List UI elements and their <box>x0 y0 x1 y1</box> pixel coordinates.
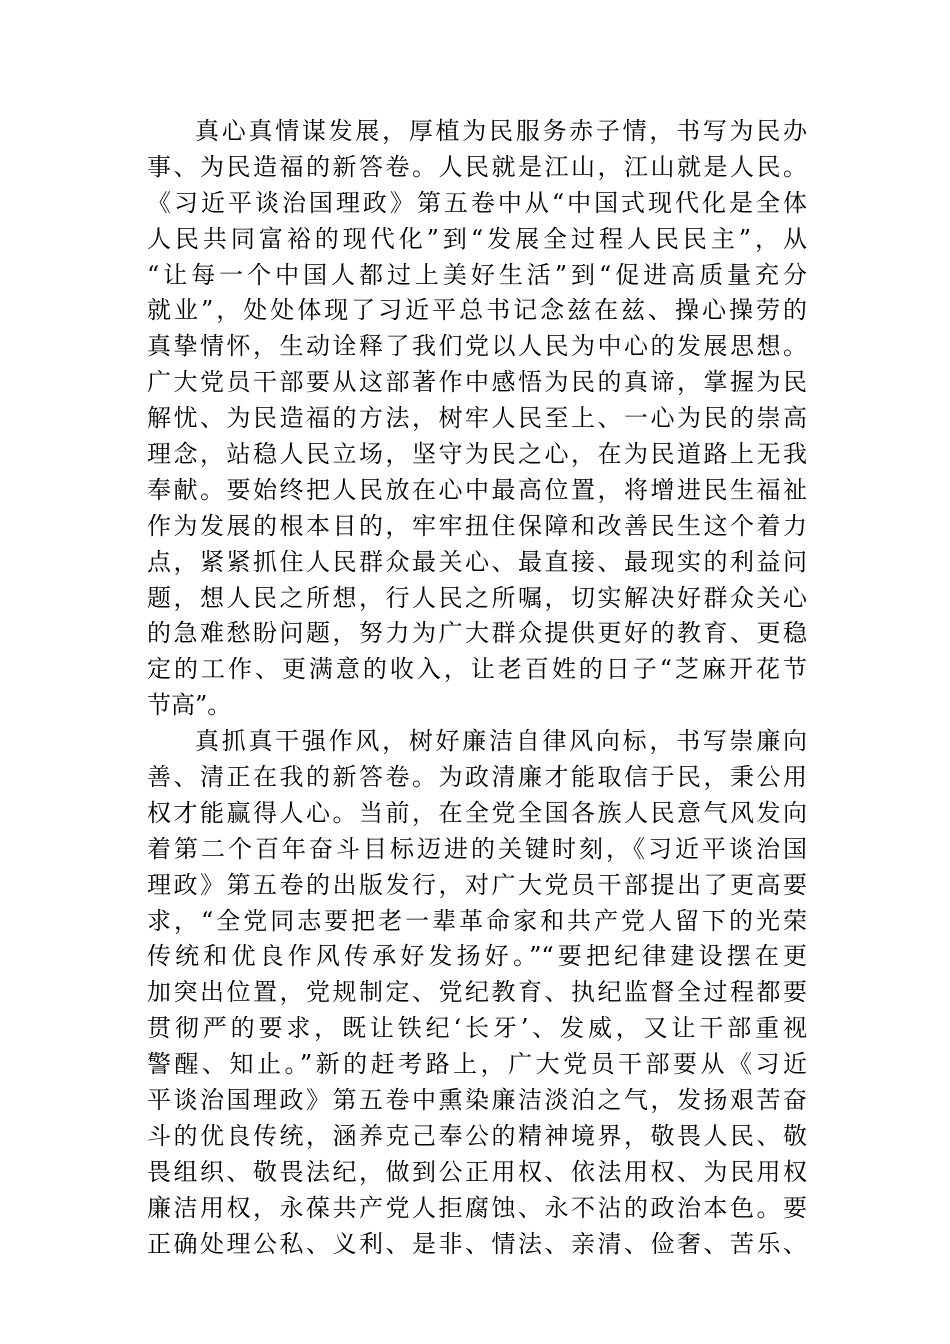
text-line: 理政》第五卷的出版发行，对广大党员干部提出了更高要 <box>147 870 807 899</box>
text-line: 善、清正在我的新答卷。为政清廉才能取信于民，秉公用 <box>147 763 807 792</box>
text-line: 求，“全党同志要把老一辈革命家和共产党人留下的光荣 <box>147 906 807 935</box>
text-line: 斗的优良传统，涵养克己奉公的精神境界，敬畏人民、敬 <box>147 1121 807 1150</box>
text-line: 传统和优良作风传承好发扬好。”“要把纪律建设摆在更 <box>147 942 807 971</box>
text-line: 就业”，处处体现了习近平总书记念兹在兹、操心操劳的 <box>147 296 807 325</box>
text-line: 广大党员干部要从这部著作中感悟为民的真谛，掌握为民 <box>147 368 807 397</box>
text-line: 平谈治国理政》第五卷中熏染廉洁淡泊之气，发扬艰苦奋 <box>147 1086 807 1115</box>
text-line: 人民共同富裕的现代化”到“发展全过程人民民主”，从 <box>147 224 807 253</box>
text-line: 贯彻严的要求，既让铁纪‘长牙’、发威，又让干部重视 <box>147 1014 807 1043</box>
text-line: 着第二个百年奋斗目标迈进的关键时刻，《习近平谈治国 <box>147 834 807 863</box>
text-line: 《习近平谈治国理政》第五卷中从“中国式现代化是全体 <box>147 188 807 217</box>
text-line: 事、为民造福的新答卷。人民就是江山，江山就是人民。 <box>147 152 807 181</box>
text-line: “让每一个中国人都过上美好生活”到“促进高质量充分 <box>147 260 807 289</box>
text-line: 真心真情谋发展，厚植为民服务赤子情，书写为民办 <box>195 117 807 145</box>
text-line: 理念，站稳人民立场，坚守为民之心，在为民道路上无我 <box>147 440 807 469</box>
text-line: 点，紧紧抓住人民群众最关心、最直接、最现实的利益问 <box>147 547 807 576</box>
paragraph <box>147 114 807 724</box>
text-line: 节高”。 <box>147 691 232 720</box>
text-line: 奉献。要始终把人民放在心中最高位置，将增进民生福祉 <box>147 475 807 504</box>
text-line: 畏组织、敬畏法纪，做到公正用权、依法用权、为民用权 <box>147 1157 807 1186</box>
text-line: 作为发展的根本目的，牢牢扭住保障和改善民生这个着力 <box>147 511 807 540</box>
text-line: 加突出位置，党规制定、党纪教育、执纪监督全过程都要 <box>147 978 807 1007</box>
text-line: 真抓真干强作风，树好廉洁自律风向标，书写崇廉向 <box>195 727 807 756</box>
paragraph <box>147 724 807 1262</box>
text-line: 廉洁用权，永葆共产党人拒腐蚀、永不沾的政治本色。要 <box>147 1193 807 1222</box>
text-line: 解忧、为民造福的方法，树牢人民至上、一心为民的崇高 <box>147 404 807 433</box>
text-line: 警醒、知止。”新的赶考路上，广大党员干部要从《习近 <box>147 1050 807 1079</box>
text-line: 的急难愁盼问题，努力为广大群众提供更好的教育、更稳 <box>147 619 807 648</box>
text-line: 权才能赢得人心。当前，在全党全国各族人民意气风发向 <box>147 798 807 827</box>
document-page <box>147 114 807 1263</box>
text-line: 定的工作、更满意的收入，让老百姓的日子“芝麻开花节 <box>147 655 807 684</box>
text-line: 题，想人民之所想，行人民之所嘱，切实解决好群众关心 <box>147 583 807 612</box>
text-line: 真挚情怀，生动诠释了我们党以人民为中心的发展思想。 <box>147 332 807 361</box>
text-line: 正确处理公私、义利、是非、情法、亲清、俭奢、苦乐、 <box>147 1229 807 1258</box>
